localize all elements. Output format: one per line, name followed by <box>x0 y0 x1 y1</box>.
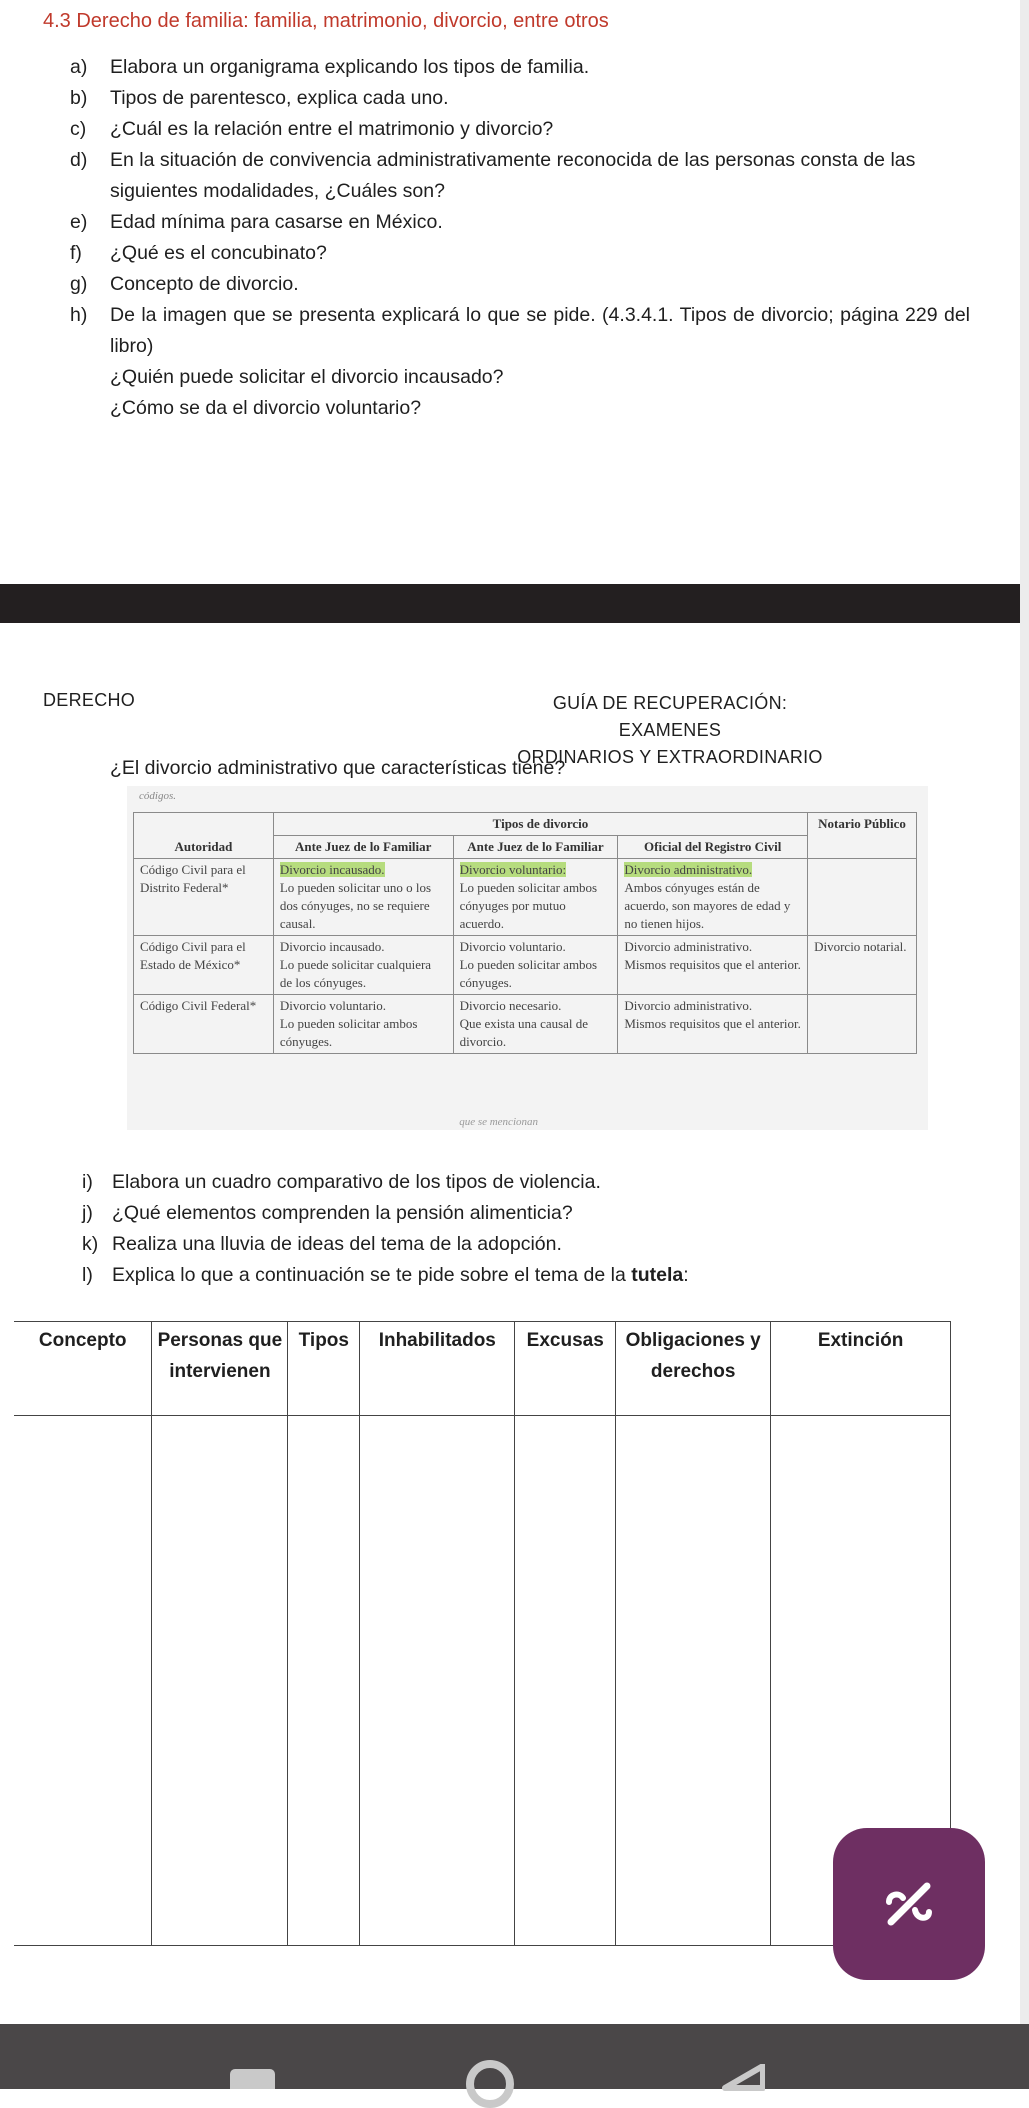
tutela-header-concepto: Concepto <box>14 1322 152 1416</box>
tutela-header-tipos: Tipos <box>288 1322 360 1416</box>
question-admin-divorce: ¿El divorcio administrativo que características tiene? <box>110 757 566 779</box>
question-d: d) En la situación de convivencia administrativamente reconocida de las personas consta de las siguientes modalidades, ¿Cuáles son? <box>70 149 916 202</box>
home-icon[interactable] <box>466 2060 514 2108</box>
header-registro-civil: Oficial del Registro Civil <box>618 836 808 859</box>
tutela-cell[interactable] <box>360 1416 515 1946</box>
question-e: e) Edad mínima para casarse en México. <box>70 211 443 233</box>
question-a: a) Elabora un organigrama explicando los tipos de familia. <box>70 56 590 78</box>
tutela-cell[interactable] <box>288 1416 360 1946</box>
book-table-image <box>127 786 928 1130</box>
tutela-cell[interactable] <box>515 1416 616 1946</box>
tutela-table <box>14 1321 951 1946</box>
divorce-types-table <box>133 812 917 1054</box>
question-list-part2 <box>82 1167 982 1291</box>
question-c: c) ¿Cuál es la relación entre el matrimonio y divorcio? <box>70 118 554 140</box>
tutela-header-inhabilitados: Inhabilitados <box>360 1322 515 1416</box>
tutela-empty-row <box>14 1416 951 1946</box>
question-b: b) Tipos de parentesco, explica cada uno. <box>70 87 449 109</box>
tutela-header-excusas: Excusas <box>515 1322 616 1416</box>
tutela-header-obligaciones: Obligaciones y derechos <box>616 1322 771 1416</box>
sub-question-2: ¿Cómo se da el divorcio voluntario? <box>110 397 422 419</box>
header-group: Tipos de divorcio <box>273 813 807 836</box>
question-j: j) ¿Qué elementos comprenden la pensión alimenticia? <box>82 1202 573 1224</box>
page-header-right-line1: GUÍA DE RECUPERACIÓN: EXAMENES <box>552 693 788 740</box>
question-g: g) Concepto de divorcio. <box>70 273 299 295</box>
question-k: k) Realiza una lluvia de ideas del tema de la adopción. <box>82 1233 562 1255</box>
highlight: Divorcio voluntario: <box>459 862 567 877</box>
sub-question-1: ¿Quién puede solicitar el divorcio incausado? <box>110 366 504 388</box>
question-h: h) De la imagen que se presenta explicará lo que se pide. (4.3.4.1. Tipos de divorcio; página 229 del libro) <box>70 304 970 357</box>
question-f: f) ¿Qué es el concubinato? <box>70 242 327 264</box>
tutela-cell[interactable] <box>152 1416 288 1946</box>
section-title: 4.3 Derecho de familia: familia, matrimonio, divorcio, entre otros <box>43 10 609 32</box>
table-row: Código Civil para el Estado de México* Divorcio incausado. Lo puede solicitar cualquiera de los cónyuges. Divorcio voluntario. Lo pueden solicitar ambos cónyuges. Divorcio administrativo. Mismos requisitos que el anterior. Divorcio notarial. <box>134 936 917 995</box>
book-table-caption: códigos. <box>139 790 176 802</box>
recent-apps-icon[interactable] <box>230 2069 275 2089</box>
highlight: Divorcio administrativo. <box>624 862 753 877</box>
system-nav-bar <box>0 2024 1029 2089</box>
highlight: Divorcio incausado. <box>279 862 385 877</box>
tutela-header-personas: Personas que intervienen <box>152 1322 288 1416</box>
question-i: i) Elabora un cuadro comparativo de los tipos de violencia. <box>82 1171 601 1193</box>
edit-pencil-icon <box>877 1872 941 1936</box>
book-table-footnote: que se mencionan <box>459 1116 538 1128</box>
question-l: l) Explica lo que a continuación se te pide sobre el tema de la tutela: <box>82 1264 689 1286</box>
back-icon[interactable] <box>719 2064 765 2094</box>
edit-fab-button[interactable] <box>833 1828 985 1980</box>
page-divider <box>0 584 1020 623</box>
page-header-left: DERECHO <box>43 690 136 710</box>
tutela-keyword: tutela <box>631 1264 684 1286</box>
tutela-header-extincion: Extinción <box>771 1322 951 1416</box>
table-row: Código Civil Federal* Divorcio voluntario. Lo pueden solicitar ambos cónyuges. Divorcio necesario. Que exista una causal de divorcio. Divorcio administrativo. Mismos requisitos que el anterior. <box>134 995 917 1054</box>
header-juez-2: Ante Juez de lo Familiar <box>453 836 618 859</box>
right-edge <box>1020 0 1029 2089</box>
page-header-right-line2: ORDINARIOS Y EXTRAORDINARIO <box>517 747 823 767</box>
tutela-cell[interactable] <box>14 1416 152 1946</box>
header-notario: Notario Público <box>808 813 917 859</box>
tutela-cell[interactable] <box>616 1416 771 1946</box>
header-autoridad: Autoridad <box>134 813 274 859</box>
question-list-part1 <box>70 52 970 424</box>
header-juez-1: Ante Juez de lo Familiar <box>273 836 453 859</box>
table-row: Código Civil para el Distrito Federal* Divorcio incausado. Lo pueden solicitar uno o los dos cónyuges, no se requiere causal. Divorcio voluntario: Lo pueden solicitar ambos cónyuges por mutuo acuerdo. Divorcio administrativo. Ambos cónyuges están de acuerdo, son mayores de edad y no tienen hijos. <box>134 859 917 936</box>
